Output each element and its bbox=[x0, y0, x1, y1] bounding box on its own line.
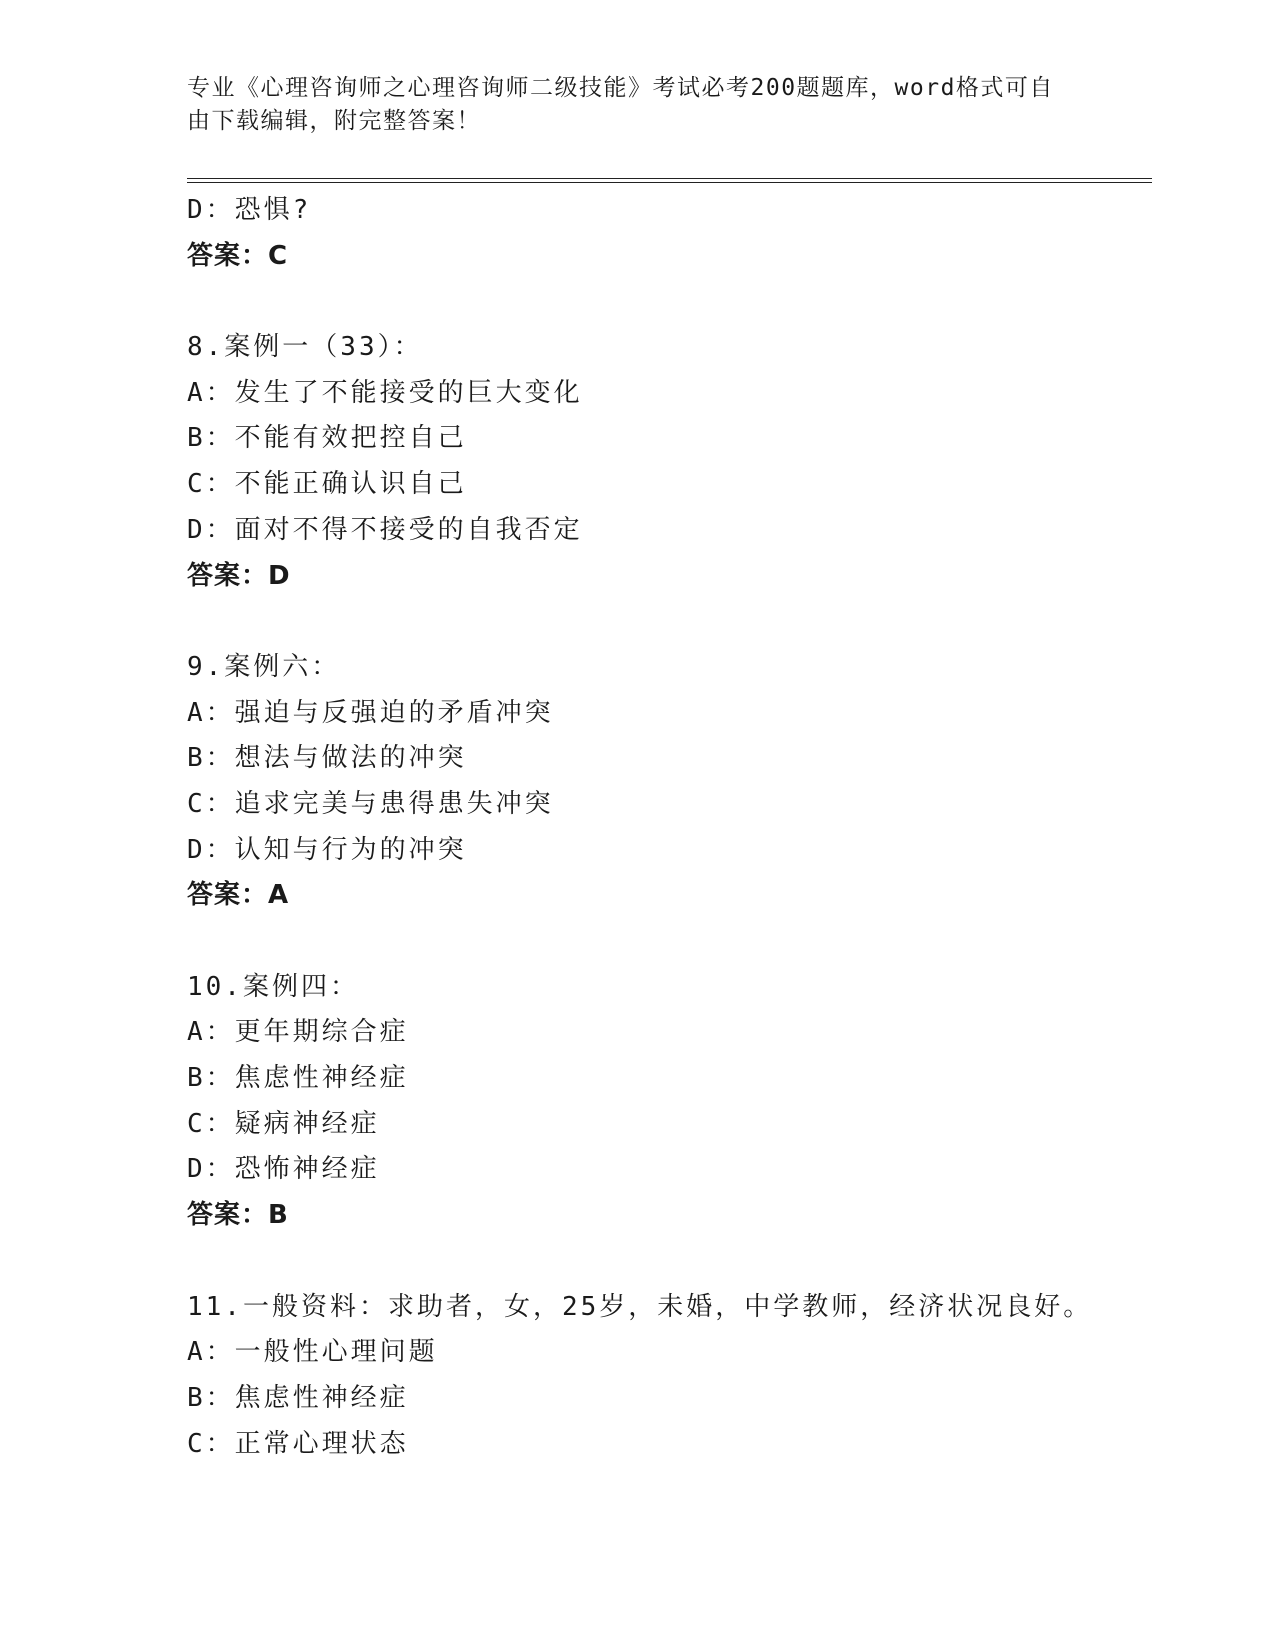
answer: 答案：A bbox=[187, 880, 290, 911]
option-d: D：恐怖神经症 bbox=[187, 1154, 380, 1185]
question-stem: 10.案例四： bbox=[187, 971, 359, 1002]
question-stem: 11.一般资料：求助者，女，25岁，未婚，中学教师，经济状况良好。 bbox=[187, 1291, 1093, 1322]
header-line-2: 由下载编辑，附完整答案！ bbox=[187, 108, 481, 134]
option-b: B：想法与做法的冲突 bbox=[187, 743, 467, 774]
header-divider bbox=[187, 178, 1152, 183]
option-c: C：正常心理状态 bbox=[187, 1428, 409, 1459]
option-c: C：疑病神经症 bbox=[187, 1108, 380, 1139]
question-stem: 8.案例一（33）： bbox=[187, 332, 423, 363]
prev-question-option-d: D：恐惧? bbox=[187, 195, 312, 225]
spacer bbox=[187, 279, 1152, 325]
question-11 bbox=[187, 1285, 1152, 1468]
question-9 bbox=[187, 645, 1152, 919]
option-a: A：发生了不能接受的巨大变化 bbox=[187, 377, 583, 408]
answer: 答案：D bbox=[187, 560, 291, 591]
option-d: D：面对不得不接受的自我否定 bbox=[187, 514, 583, 545]
spacer bbox=[187, 1239, 1152, 1285]
option-a: A：一般性心理问题 bbox=[187, 1337, 438, 1368]
option-b: B：焦虑性神经症 bbox=[187, 1063, 409, 1094]
question-list bbox=[187, 188, 1152, 1467]
question-10 bbox=[187, 965, 1152, 1239]
option-b: B：不能有效把控自己 bbox=[187, 423, 467, 454]
option-a: A：更年期综合症 bbox=[187, 1017, 409, 1048]
question-8 bbox=[187, 325, 1152, 599]
option-d: D：认知与行为的冲突 bbox=[187, 834, 467, 865]
answer: 答案：B bbox=[187, 1200, 289, 1231]
option-c: C：不能正确认识自己 bbox=[187, 469, 467, 500]
question-stem: 9.案例六： bbox=[187, 651, 341, 682]
spacer bbox=[187, 919, 1152, 965]
option-b: B：焦虑性神经症 bbox=[187, 1382, 409, 1413]
option-a: A：强迫与反强迫的矛盾冲突 bbox=[187, 697, 554, 728]
spacer bbox=[187, 599, 1152, 645]
prev-question-answer: 答案：C bbox=[187, 240, 289, 271]
option-c: C：追求完美与患得患失冲突 bbox=[187, 788, 554, 819]
document-header bbox=[187, 72, 1067, 138]
header-line-1: 专业《心理咨询师之心理咨询师二级技能》考试必考200题题库，word格式可自 bbox=[187, 75, 1054, 101]
